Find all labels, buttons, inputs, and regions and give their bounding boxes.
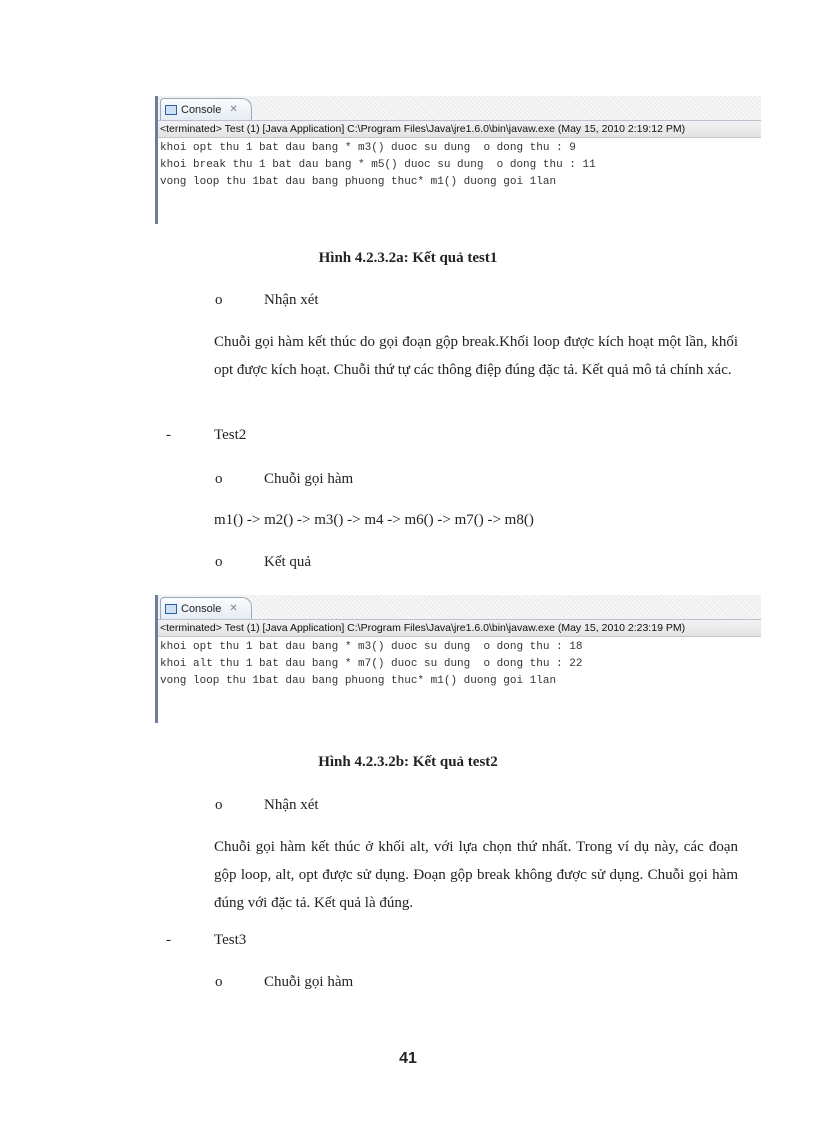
bullet-marker: o [215, 797, 223, 813]
console-tab[interactable] [160, 98, 252, 120]
paragraph: Chuỗi gọi hàm kết thúc do gọi đoạn gộp break.Khối loop được kích hoạt một lần, khối opt được kích hoạt. Chuỗi thứ tự các thông điệp đúng đặc tả. Kết quả mô tả chính xác. [214, 334, 738, 378]
console-tab-label: Console [181, 602, 222, 615]
console-line: khoi opt thu 1 bat dau bang * m3() duoc su dung o dong thu : 9 [160, 142, 576, 154]
list-dash: - [166, 932, 171, 948]
console-icon [165, 604, 177, 614]
console-status: <terminated> Test (1) [Java Application] C:\Program Files\Java\jre1.6.0\bin\javaw.exe (May 15, 2010 2:23:19 PM) [158, 619, 761, 637]
test-label: Test3 [214, 932, 247, 948]
page-number: 41 [399, 1050, 417, 1067]
section-heading: Nhận xét [264, 292, 319, 308]
section-heading: Kết quả [264, 554, 312, 570]
bullet-marker: o [215, 471, 223, 487]
console-status: <terminated> Test (1) [Java Application] C:\Program Files\Java\jre1.6.0\bin\javaw.exe (May 15, 2010 2:19:12 PM) [158, 120, 761, 138]
console-line: khoi break thu 1 bat dau bang * m5() duoc su dung o dong thu : 11 [160, 159, 596, 171]
section-heading: Nhận xét [264, 797, 319, 813]
figure-caption: Hình 4.2.3.2b: Kết quả test2 [318, 754, 498, 770]
bullet-marker: o [215, 554, 223, 570]
close-icon[interactable]: ✕ [229, 603, 238, 614]
console-tab-label: Console [181, 103, 222, 116]
section-heading: Chuỗi gọi hàm [264, 471, 354, 487]
console-line: vong loop thu 1bat dau bang phuong thuc* m1() duong goi 1lan [160, 176, 557, 188]
console-line: khoi opt thu 1 bat dau bang * m3() duoc su dung o dong thu : 18 [160, 641, 583, 653]
console-line: vong loop thu 1bat dau bang phuong thuc* m1() duong goi 1lan [160, 675, 557, 687]
list-dash: - [166, 427, 171, 443]
console-output [158, 138, 761, 191]
close-icon[interactable]: ✕ [229, 104, 238, 115]
console-tab-bar [158, 96, 761, 120]
paragraph: Chuỗi gọi hàm kết thúc ở khối alt, với lựa chọn thứ nhất. Trong ví dụ này, các đoạn gộp loop, alt, opt được sử dụng. Đoạn gộp break không được sử dụng. Chuỗi gọi hàm đúng với đặc tả. Kết quả là đúng. [214, 839, 738, 911]
console-panel [155, 595, 761, 723]
test-label: Test2 [214, 427, 247, 443]
console-output [158, 637, 761, 690]
bullet-marker: o [215, 974, 223, 990]
bullet-marker: o [215, 292, 223, 308]
console-tab-bar [158, 595, 761, 619]
figure-caption: Hình 4.2.3.2a: Kết quả test1 [318, 250, 498, 266]
console-line: khoi alt thu 1 bat dau bang * m7() duoc su dung o dong thu : 22 [160, 658, 583, 670]
call-sequence: m1() -> m2() -> m3() -> m4 -> m6() -> m7() -> m8() [214, 512, 534, 528]
section-heading: Chuỗi gọi hàm [264, 974, 354, 990]
console-icon [165, 105, 177, 115]
console-tab[interactable] [160, 597, 252, 619]
console-panel [155, 96, 761, 224]
